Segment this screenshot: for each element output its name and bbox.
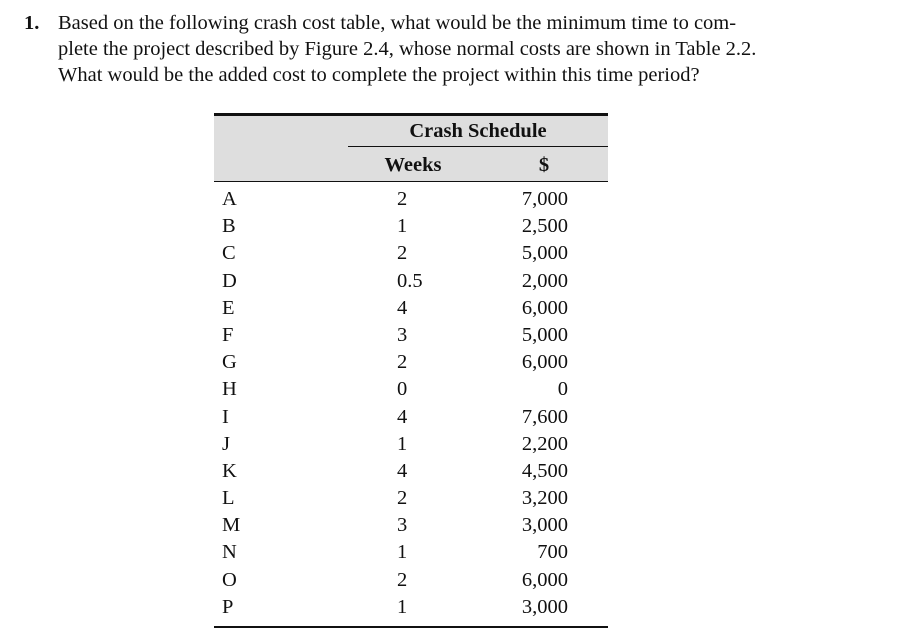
question-line-3 [24, 62, 884, 88]
activity-cell: L [222, 487, 235, 510]
activity-cell: F [222, 323, 234, 346]
cost-cell: 2,200 [521, 432, 568, 455]
question-line-text: plete the project described by Figure 2.4, whose normal costs are shown in Table 2.2. [58, 38, 757, 60]
table-row [214, 594, 608, 621]
cost-cell: 5,000 [521, 242, 568, 265]
weeks-cell: 0.5 [397, 269, 423, 292]
activity-cell: I [222, 405, 229, 428]
question-number: 1. [24, 12, 40, 34]
weeks-cell: 1 [397, 215, 408, 238]
table-row [214, 431, 608, 458]
cost-cell: 6,000 [521, 568, 568, 591]
table-row [214, 268, 608, 295]
activity-cell: O [222, 568, 237, 591]
cost-cell: 3,200 [521, 487, 568, 510]
table-row [214, 213, 608, 240]
weeks-cell: 2 [397, 568, 408, 591]
activity-cell: K [222, 459, 237, 482]
question-line-text: What would be the added cost to complete the project within this time period? [58, 64, 700, 86]
table-row [214, 567, 608, 594]
activity-cell: C [222, 242, 236, 265]
table-body [214, 186, 608, 621]
weeks-cell: 1 [397, 432, 408, 455]
activity-cell: A [222, 188, 237, 210]
activity-cell: J [222, 432, 230, 455]
activity-cell: E [222, 296, 235, 319]
cost-cell: 5,000 [521, 323, 568, 346]
table-row [214, 240, 608, 267]
weeks-cell: 3 [397, 514, 408, 537]
table-row [214, 512, 608, 539]
question-line-2 [24, 36, 884, 62]
table-row [214, 458, 608, 485]
cost-cell: 7,000 [521, 188, 568, 210]
activity-cell: H [222, 378, 237, 401]
table-row [214, 349, 608, 376]
table-row [214, 295, 608, 322]
activity-cell: G [222, 351, 237, 374]
weeks-cell: 0 [397, 378, 408, 401]
cost-cell: 7,600 [521, 405, 568, 428]
table-bottom-rule [214, 626, 608, 628]
cost-cell: 3,000 [521, 514, 568, 537]
header-bottom-rule [214, 181, 608, 182]
weeks-column-header: Weeks [384, 154, 442, 176]
table-row [214, 322, 608, 349]
question-line-text: Based on the following crash cost table, what would be the minimum time to com- [58, 12, 737, 34]
activity-cell: B [222, 215, 236, 238]
table-row [214, 186, 608, 213]
table-row [214, 539, 608, 566]
activity-cell: M [222, 514, 241, 537]
cost-cell: 700 [537, 541, 568, 564]
group-header-rule [348, 146, 608, 147]
cost-cell: 0 [557, 378, 568, 401]
weeks-cell: 1 [397, 595, 408, 618]
cost-cell: 2,000 [521, 269, 568, 292]
weeks-cell: 3 [397, 323, 408, 346]
cost-cell: 3,000 [521, 595, 568, 618]
activity-cell: D [222, 269, 237, 292]
weeks-cell: 2 [397, 351, 408, 374]
question-text [24, 10, 884, 88]
weeks-cell: 4 [397, 296, 408, 319]
weeks-cell: 1 [397, 541, 408, 564]
weeks-cell: 4 [397, 459, 408, 482]
table-row [214, 376, 608, 403]
cost-cell: 6,000 [521, 351, 568, 374]
table-row [214, 404, 608, 431]
weeks-cell: 4 [397, 405, 408, 428]
weeks-cell: 2 [397, 242, 408, 265]
table-row [214, 485, 608, 512]
weeks-cell: 2 [397, 487, 408, 510]
weeks-cell: 2 [397, 188, 408, 210]
cost-cell: 6,000 [521, 296, 568, 319]
question-line-1 [24, 10, 884, 36]
crash-schedule-header: Crash Schedule [409, 120, 547, 142]
cost-cell: 2,500 [521, 215, 568, 238]
activity-cell: N [222, 541, 237, 564]
cost-column-header: $ [538, 154, 550, 176]
cost-cell: 4,500 [521, 459, 568, 482]
activity-cell: P [222, 595, 234, 618]
